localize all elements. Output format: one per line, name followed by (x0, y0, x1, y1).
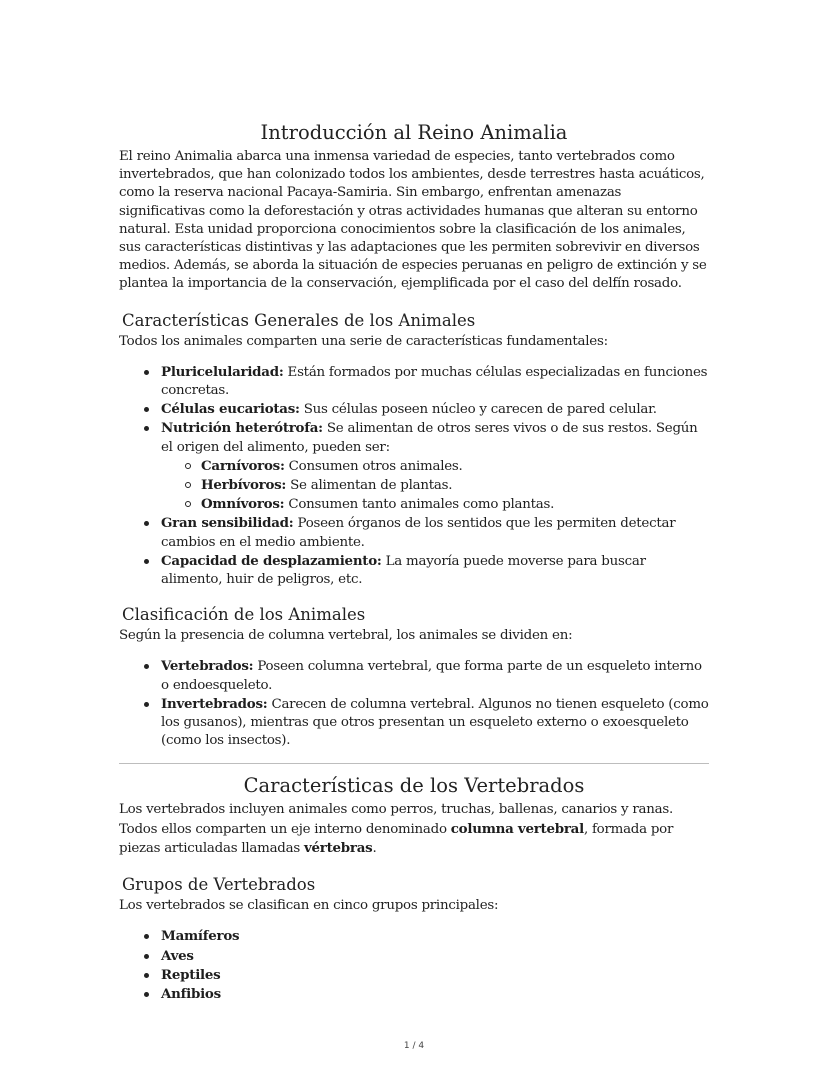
list-item (119, 363, 709, 400)
section-title-vertebrates: Características de los Vertebrados (243, 774, 585, 798)
page-number: 1 / 4 (403, 1041, 425, 1051)
group-name: Mamíferos (161, 928, 240, 945)
bold-term-vertebrae: vértebras (303, 839, 373, 856)
list-item (119, 947, 709, 966)
section-heading-groups: Grupos de Vertebrados (122, 875, 316, 895)
group-name: Aves (161, 947, 194, 964)
list-item (119, 400, 709, 419)
item-term: Células eucariotas: (161, 401, 300, 418)
item-text: Poseen órganos de los sentidos que les permiten detectar cambios en el medio ambiente. (161, 516, 676, 550)
item-text: Sus células poseen núcleo y carecen de pared celular. (299, 402, 657, 418)
nutrition-types-list (161, 457, 709, 515)
list-item (119, 514, 709, 551)
section-heading-classification: Clasificación de los Animales (122, 605, 366, 625)
item-text: Están formados por muchas células especializadas en funciones concretas. (161, 364, 708, 399)
section-heading-general: Características Generales de los Animales (122, 310, 476, 330)
sub-list-item (161, 457, 709, 476)
list-item (119, 985, 709, 1004)
text-run: , formada por piezas articuladas llamadas (119, 821, 674, 856)
list-item (119, 695, 709, 751)
document-title: Introducción al Reino Animalia (260, 121, 568, 144)
item-term: Omnívoros: (201, 496, 285, 513)
text-run: Los vertebrados incluyen animales como perros, truchas, ballenas, canarios y ranas. Todos ellos comparten un eje interno denominado (119, 802, 674, 837)
vertebrate-groups-list (119, 927, 709, 1004)
item-term: Invertebrados: (161, 695, 268, 712)
sub-list-item (161, 495, 709, 514)
item-term: Nutrición heterótrofa: (161, 420, 323, 437)
list-item (119, 552, 709, 589)
general-characteristics-list (119, 363, 709, 589)
item-term: Vertebrados: (161, 658, 254, 675)
item-term: Carnívoros: (201, 457, 285, 474)
text-run: . (372, 840, 377, 856)
list-item (119, 657, 709, 694)
item-term: Pluricelularidad: (161, 363, 284, 380)
bold-term-spine: columna vertebral (450, 820, 584, 837)
item-text: Consumen tanto animales como plantas. (284, 497, 555, 513)
item-text: Carecen de columna vertebral. Algunos no tienen esqueleto (como los gusanos), mientras que otros presentan un esqueleto externo o exoesqueleto (como los insectos). (161, 696, 709, 749)
classification-lead: Según la presencia de columna vertebral, los animales se dividen en: (119, 628, 573, 644)
item-term: Capacidad de desplazamiento: (161, 552, 382, 569)
group-name: Reptiles (161, 966, 221, 983)
general-lead: Todos los animales comparten una serie de características fundamentales: (119, 333, 608, 349)
list-item (119, 419, 709, 514)
item-text: Se alimentan de plantas. (286, 478, 453, 494)
item-term: Herbívoros: (201, 477, 287, 494)
intro-paragraph: El reino Animalia abarca una inmensa variedad de especies, tanto vertebrados como invertebrados, que han colonizado todos los ambientes, desde terrestres hasta acuáticos, como la reserva nacional Pacaya-Samiria. Sin embargo, enfrentan amenazas significativas como la deforestación y otras actividades humanas que alteran su entorno natural. Esta unidad proporciona conocimientos sobre la clasificación de los animales, sus características distintivas y las adaptaciones que les permiten sobrevivir en diversos medios. Además, se aborda la situación de especies peruanas en peligro de extinción y se plantea la importancia de la conservación, ejemplificada por el caso del delfín rosado. (119, 149, 707, 292)
list-item (119, 966, 709, 985)
document-page (119, 121, 709, 1020)
vertebrates-intro (119, 801, 709, 858)
item-text: La mayoría puede moverse para buscar alimento, huir de peligros, etc. (161, 553, 646, 588)
item-text: Se alimentan de otros seres vivos o de sus restos. Según el origen del alimento, pueden ser: (161, 421, 698, 455)
item-text: Poseen columna vertebral, que forma parte de un esqueleto interno o endoesqueleto. (161, 659, 702, 693)
item-term: Gran sensibilidad: (161, 515, 294, 532)
groups-lead: Los vertebrados se clasifican en cinco grupos principales: (119, 898, 499, 914)
list-item (119, 927, 709, 946)
classification-list (119, 657, 709, 750)
section-divider (119, 763, 709, 764)
sub-list-item (161, 476, 709, 495)
item-text: Consumen otros animales. (284, 458, 463, 474)
group-name: Anfibios (161, 985, 221, 1002)
